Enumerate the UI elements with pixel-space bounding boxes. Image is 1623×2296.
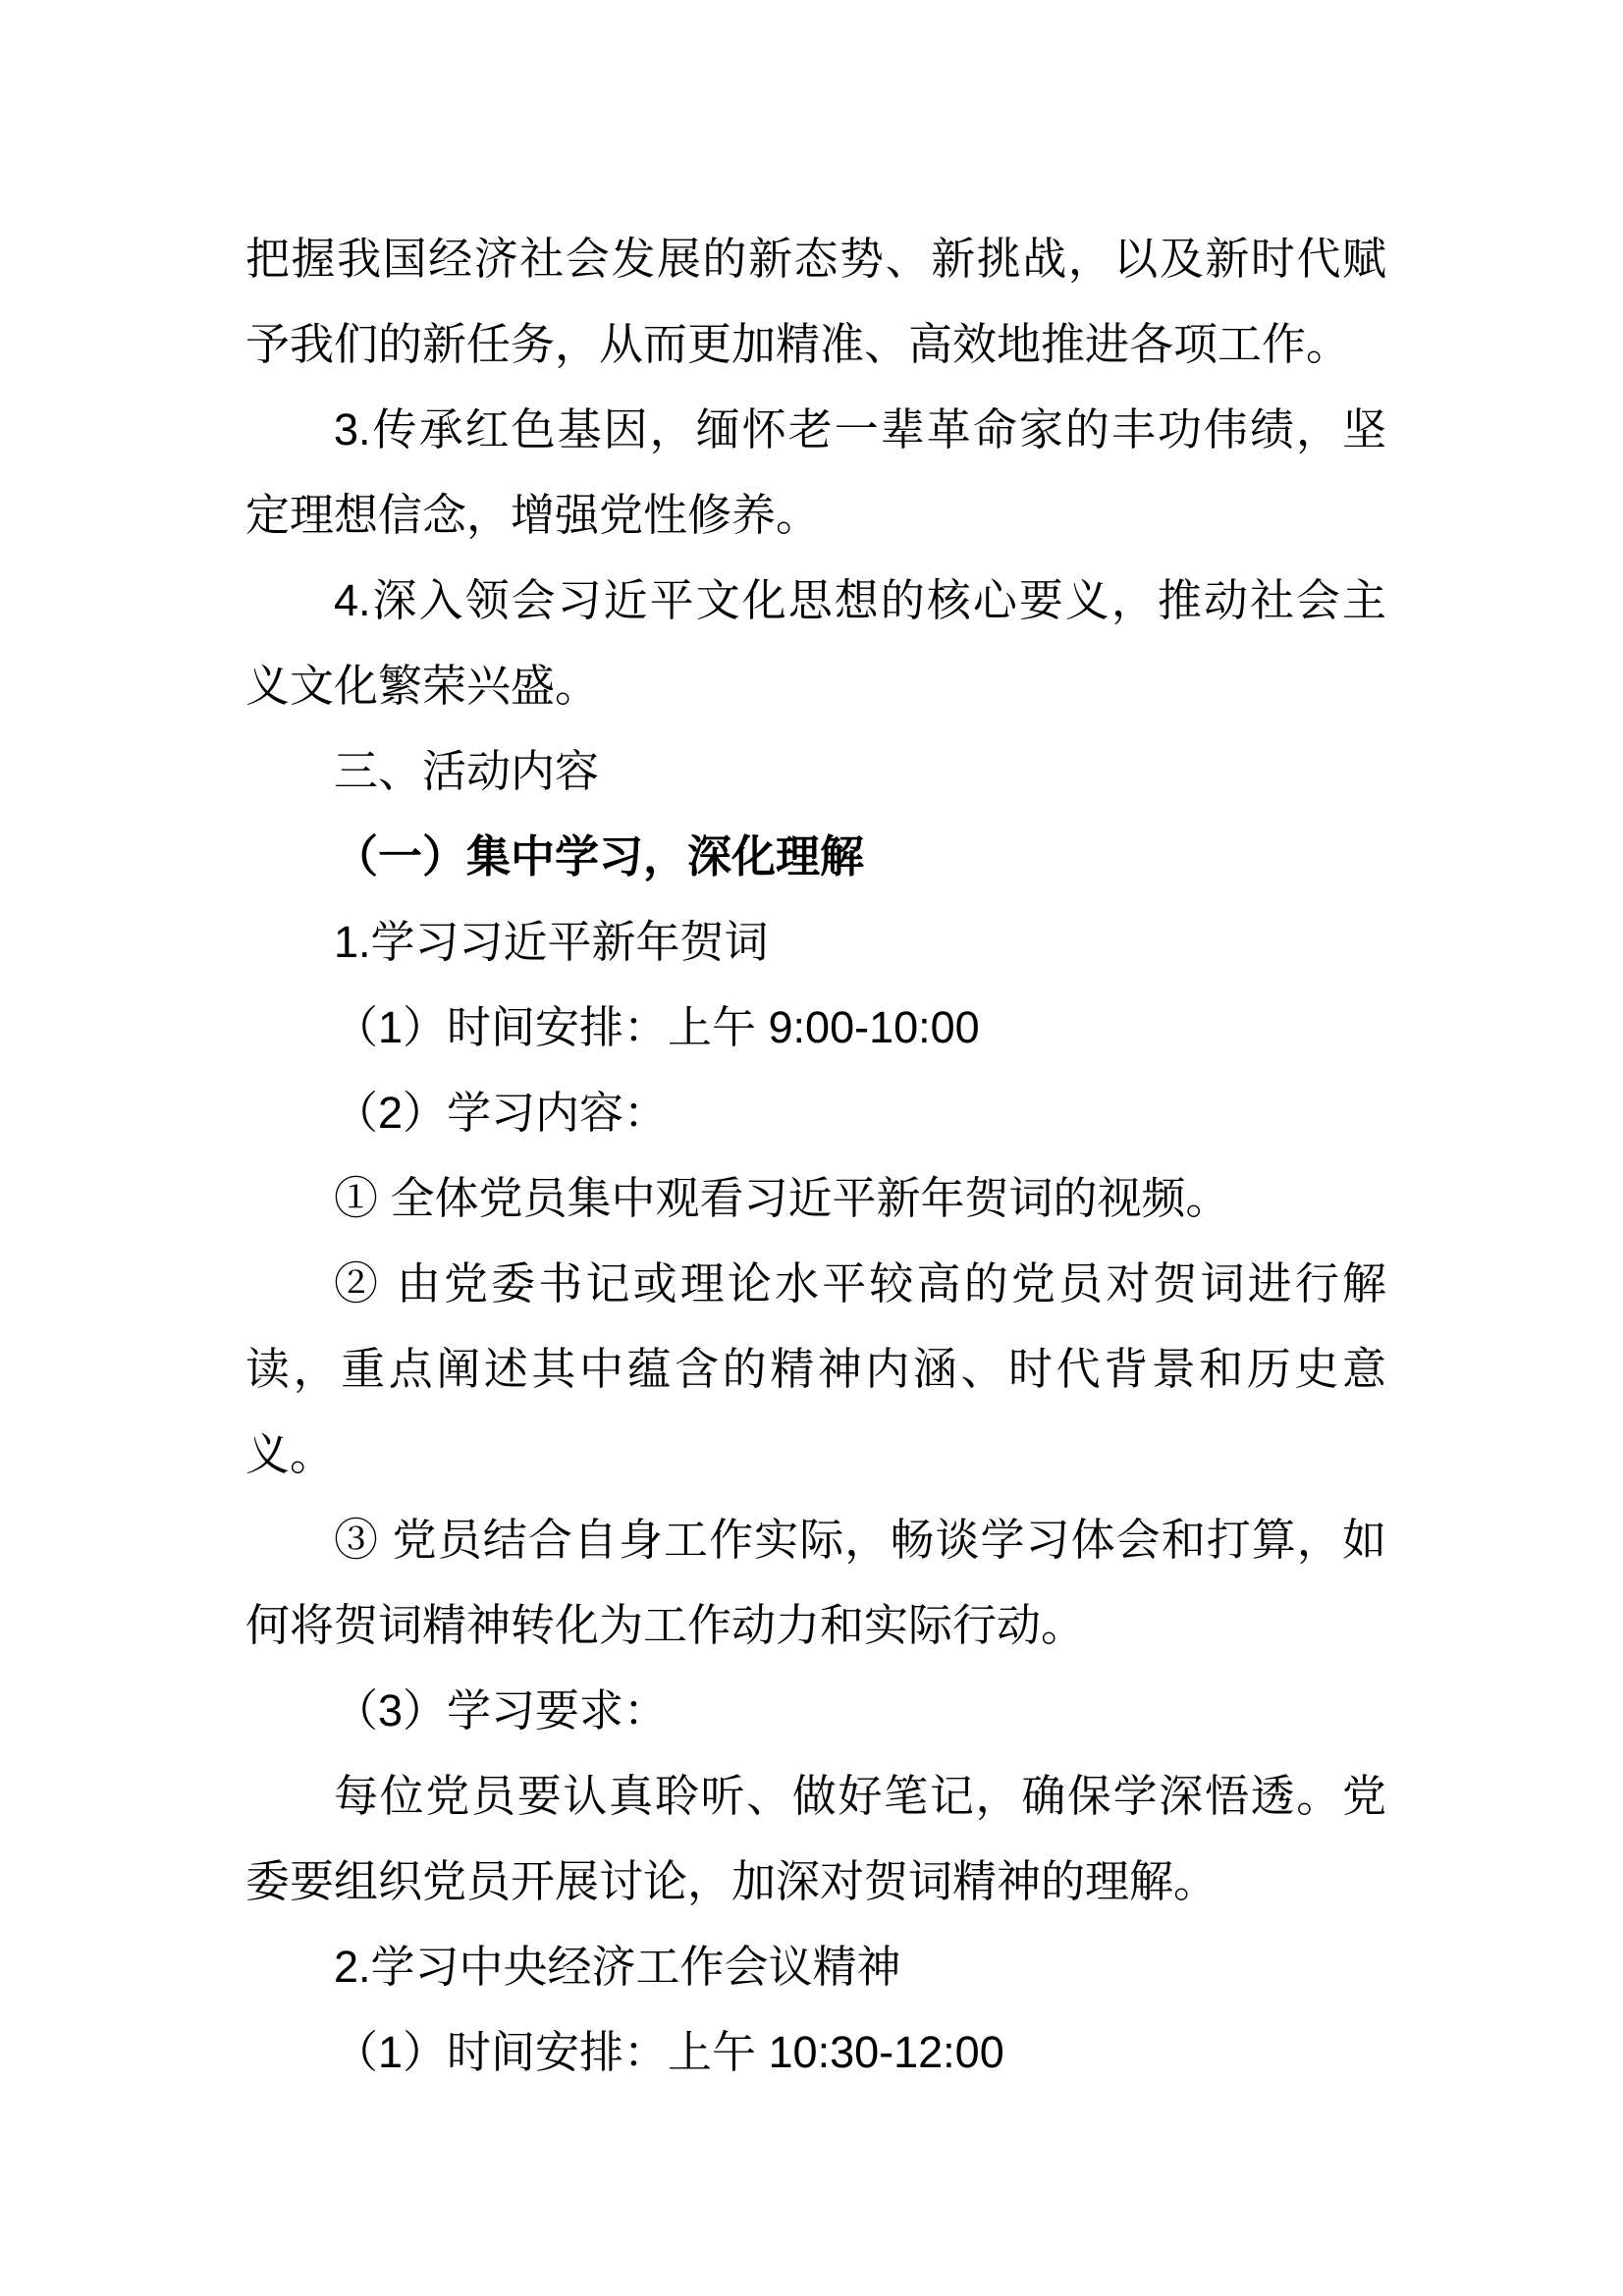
document-body [245,216,1386,2095]
para-item-1-requirements: 每位党员要认真聆听、做好笔记，确保学深悟透。党委要组织党员开展讨论，加深对贺词精神的理解。 [245,1771,1386,1906]
para-point-3: 3.传承红色基因，缅怀老一辈革命家的丰功伟绩，坚定理想信念，增强党性修养。 [245,404,1386,540]
para-item-1-time: （1）时间安排：上午 9:00-10:00 [334,1002,980,1052]
para-item-2-title: 2.学习中央经济工作会议精神 [334,1942,901,1992]
para-item-1-content-circled-3: ③ 党员结合自身工作实际，畅谈学习体会和打算，如何将贺词精神转化为工作动力和实际行动。 [245,1515,1386,1650]
para-point-4: 4.深入领会习近平文化思想的核心要义，推动社会主义文化繁荣兴盛。 [245,575,1386,711]
para-item-1-content-circled-1: ① 全体党员集中观看习近平新年贺词的视频。 [334,1173,1230,1223]
para-item-1-title: 1.学习习近平新年贺词 [334,917,769,967]
heading-subsection-one: （一）集中学习，深化理解 [334,831,865,881]
para-continuation: 把握我国经济社会发展的新态势、新挑战，以及新时代赋予我们的新任务，从而更加精准、高效地推进各项工作。 [245,234,1386,369]
para-item-2-time: （1）时间安排：上午 10:30-12:00 [334,2027,1004,2077]
heading-section-three: 三、活动内容 [334,746,600,796]
para-item-1-content-circled-2: ② 由党委书记或理论水平较高的党员对贺词进行解读，重点阐述其中蕴含的精神内涵、时代背景和历史意义。 [245,1258,1386,1479]
para-item-1-requirements-label: （3）学习要求： [334,1685,669,1735]
para-item-1-content-label: （2）学习内容： [334,1088,669,1138]
